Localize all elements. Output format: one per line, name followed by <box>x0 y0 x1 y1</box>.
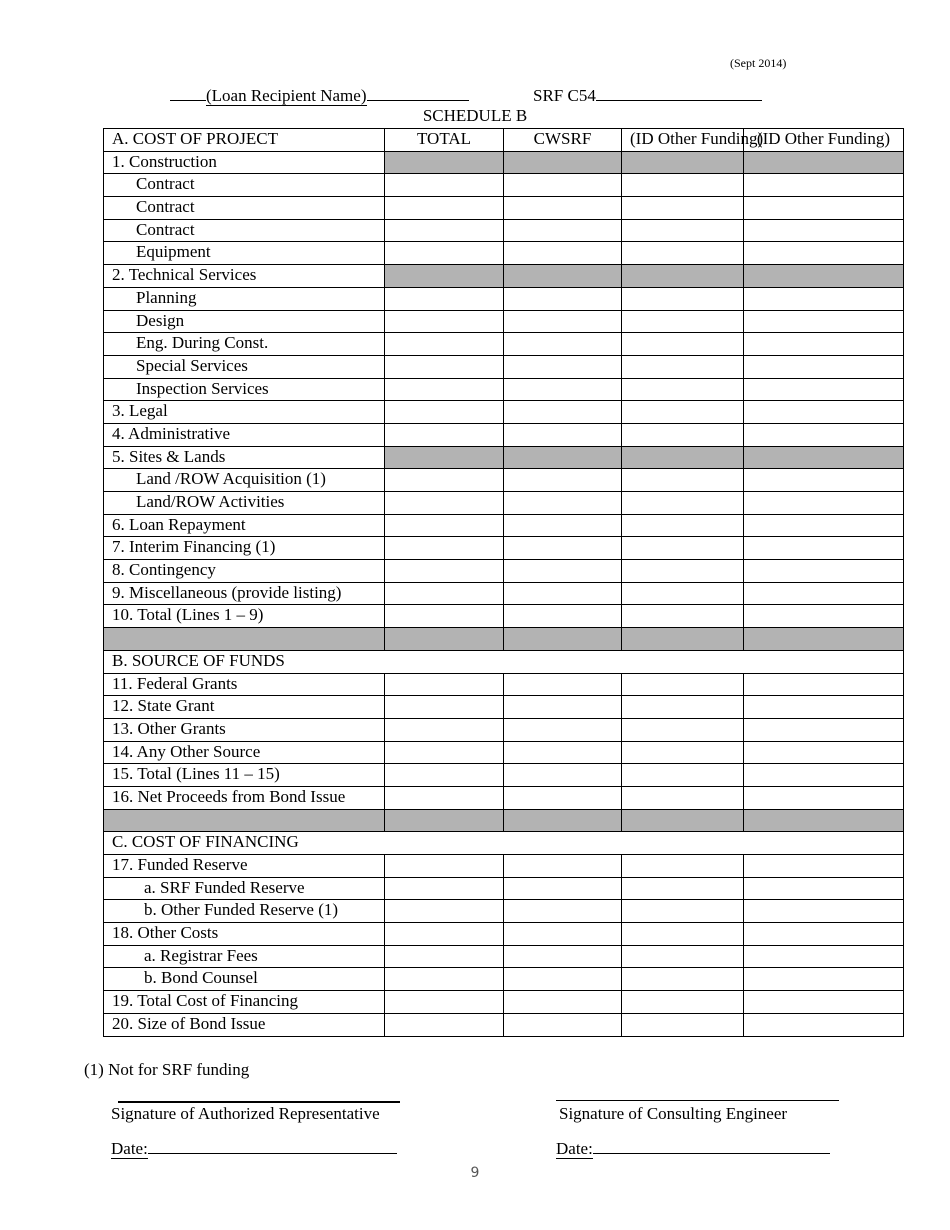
total-cell[interactable] <box>385 696 504 719</box>
other-funding-2-cell[interactable] <box>744 582 904 605</box>
other-funding-1-cell[interactable] <box>622 355 744 378</box>
other-funding-1-cell[interactable] <box>622 764 744 787</box>
other-funding-2-cell[interactable] <box>744 401 904 424</box>
schedule-b-table <box>103 128 904 1037</box>
other-funding-1-cell[interactable] <box>622 378 744 401</box>
cost-of-project-row <box>104 242 904 265</box>
cost-of-project-row <box>104 446 904 469</box>
separator-cell <box>504 809 622 832</box>
other-funding-1-cell[interactable] <box>622 333 744 356</box>
other-funding-2-cell[interactable] <box>744 673 904 696</box>
separator-row <box>104 809 904 832</box>
cost-of-project-row <box>104 514 904 537</box>
total-cell[interactable] <box>385 764 504 787</box>
row-label: 18. Other Costs <box>104 923 385 946</box>
section-c-header <box>104 832 904 855</box>
other-funding-1-cell[interactable] <box>622 968 744 991</box>
other-funding-2-cell[interactable] <box>744 310 904 333</box>
cost-of-project-row <box>104 287 904 310</box>
cwsrf-cell[interactable] <box>504 968 622 991</box>
other-funding-1-cell[interactable] <box>622 242 744 265</box>
cwsrf-cell[interactable] <box>504 786 622 809</box>
cost-of-project-row <box>104 355 904 378</box>
cost-of-project-row <box>104 423 904 446</box>
row-label: a. SRF Funded Reserve <box>104 877 385 900</box>
row-label: Planning <box>104 287 385 310</box>
row-label: b. Bond Counsel <box>104 968 385 991</box>
other-funding-2-cell[interactable] <box>744 378 904 401</box>
cwsrf-cell[interactable] <box>504 333 622 356</box>
row-label: 1. Construction <box>104 151 385 174</box>
cwsrf-cell[interactable] <box>504 877 622 900</box>
other-funding-2-cell[interactable] <box>744 855 904 878</box>
schedule-title: SCHEDULE B <box>422 106 528 125</box>
total-cell <box>385 265 504 288</box>
other-funding-1-cell[interactable] <box>622 537 744 560</box>
row-label: Special Services <box>104 355 385 378</box>
separator-cell <box>622 628 744 651</box>
row-label: 17. Funded Reserve <box>104 855 385 878</box>
cost-of-project-row <box>104 174 904 197</box>
separator-cell <box>744 628 904 651</box>
signature-line-engineer[interactable] <box>556 1100 839 1101</box>
cwsrf-cell <box>504 446 622 469</box>
row-label: 9. Miscellaneous (provide listing) <box>104 582 385 605</box>
cost-of-financing-row <box>104 991 904 1014</box>
cwsrf-cell[interactable] <box>504 764 622 787</box>
cost-of-financing-row <box>104 923 904 946</box>
cwsrf-cell[interactable] <box>504 741 622 764</box>
cwsrf-cell[interactable] <box>504 537 622 560</box>
cost-of-project-row <box>104 537 904 560</box>
source-of-funds-row <box>104 786 904 809</box>
row-label: Inspection Services <box>104 378 385 401</box>
total-cell[interactable] <box>385 605 504 628</box>
other-funding-1-cell[interactable] <box>622 582 744 605</box>
date-blank-representative[interactable] <box>148 1137 397 1154</box>
total-cell[interactable] <box>385 242 504 265</box>
section-a-header: A. COST OF PROJECT <box>104 129 385 152</box>
row-label: 11. Federal Grants <box>104 673 385 696</box>
total-cell[interactable] <box>385 877 504 900</box>
cwsrf-cell[interactable] <box>504 1013 622 1036</box>
separator-cell <box>104 628 385 651</box>
cwsrf-cell <box>504 151 622 174</box>
row-label: 13. Other Grants <box>104 718 385 741</box>
other-funding-1-cell[interactable] <box>622 174 744 197</box>
total-cell[interactable] <box>385 378 504 401</box>
column-other-funding-1-header: (ID Other Funding) <box>622 129 744 152</box>
cwsrf-cell[interactable] <box>504 855 622 878</box>
total-cell[interactable] <box>385 855 504 878</box>
other-funding-2-cell <box>744 151 904 174</box>
row-label: Equipment <box>104 242 385 265</box>
other-funding-1-cell[interactable] <box>622 197 744 220</box>
cost-of-project-row <box>104 151 904 174</box>
row-label: 8. Contingency <box>104 560 385 583</box>
other-funding-1-cell[interactable] <box>622 877 744 900</box>
other-funding-1-cell[interactable] <box>622 696 744 719</box>
other-funding-2-cell[interactable] <box>744 423 904 446</box>
cwsrf-cell[interactable] <box>504 514 622 537</box>
cost-of-project-row <box>104 265 904 288</box>
source-of-funds-row <box>104 741 904 764</box>
other-funding-2-cell[interactable] <box>744 923 904 946</box>
cwsrf-cell <box>504 265 622 288</box>
other-funding-2-cell[interactable] <box>744 174 904 197</box>
other-funding-2-cell[interactable] <box>744 877 904 900</box>
date-blank-engineer[interactable] <box>593 1137 830 1154</box>
cost-of-financing-row <box>104 968 904 991</box>
total-cell[interactable] <box>385 718 504 741</box>
source-of-funds-row <box>104 696 904 719</box>
other-funding-2-cell[interactable] <box>744 945 904 968</box>
other-funding-2-cell[interactable] <box>744 560 904 583</box>
row-label: a. Registrar Fees <box>104 945 385 968</box>
cwsrf-cell[interactable] <box>504 197 622 220</box>
cwsrf-cell[interactable] <box>504 219 622 242</box>
total-cell[interactable] <box>385 492 504 515</box>
signature-label-engineer: Signature of Consulting Engineer <box>559 1104 788 1123</box>
row-label: 4. Administrative <box>104 423 385 446</box>
other-funding-1-cell[interactable] <box>622 219 744 242</box>
other-funding-1-cell[interactable] <box>622 401 744 424</box>
cwsrf-cell[interactable] <box>504 991 622 1014</box>
separator-cell <box>744 809 904 832</box>
total-cell <box>385 446 504 469</box>
cwsrf-cell[interactable] <box>504 900 622 923</box>
recipient-name-blank[interactable] <box>367 84 469 101</box>
row-label: 5. Sites & Lands <box>104 446 385 469</box>
other-funding-2-cell[interactable] <box>744 492 904 515</box>
date-field-engineer <box>556 1137 830 1159</box>
cwsrf-cell[interactable] <box>504 469 622 492</box>
separator-cell <box>622 809 744 832</box>
cwsrf-cell[interactable] <box>504 718 622 741</box>
other-funding-2-cell[interactable] <box>744 900 904 923</box>
other-funding-1-cell[interactable] <box>622 560 744 583</box>
separator-cell <box>385 628 504 651</box>
other-funding-1-cell[interactable] <box>622 718 744 741</box>
cost-of-project-row <box>104 197 904 220</box>
cwsrf-cell[interactable] <box>504 492 622 515</box>
cwsrf-cell[interactable] <box>504 287 622 310</box>
date-label-representative: Date: <box>111 1139 148 1158</box>
cwsrf-cell[interactable] <box>504 560 622 583</box>
signature-line-representative[interactable] <box>118 1101 400 1103</box>
srf-label: SRF C54 <box>533 86 596 105</box>
other-funding-1-cell[interactable] <box>622 945 744 968</box>
other-funding-1-cell[interactable] <box>622 469 744 492</box>
other-funding-1-cell[interactable] <box>622 855 744 878</box>
row-label: 2. Technical Services <box>104 265 385 288</box>
signature-label-representative: Signature of Authorized Representative <box>111 1104 380 1123</box>
row-label: 14. Any Other Source <box>104 741 385 764</box>
total-cell[interactable] <box>385 1013 504 1036</box>
table-header-row <box>104 129 904 152</box>
total-cell[interactable] <box>385 197 504 220</box>
total-cell[interactable] <box>385 514 504 537</box>
other-funding-2-cell[interactable] <box>744 741 904 764</box>
total-cell[interactable] <box>385 923 504 946</box>
other-funding-1-cell <box>622 265 744 288</box>
footnote: (1) Not for SRF funding <box>84 1060 250 1079</box>
other-funding-1-cell[interactable] <box>622 991 744 1014</box>
total-cell[interactable] <box>385 741 504 764</box>
cwsrf-cell[interactable] <box>504 423 622 446</box>
row-label: 12. State Grant <box>104 696 385 719</box>
row-label: 15. Total (Lines 11 – 15) <box>104 764 385 787</box>
total-cell[interactable] <box>385 945 504 968</box>
separator-cell <box>385 809 504 832</box>
row-label: Design <box>104 310 385 333</box>
total-cell[interactable] <box>385 355 504 378</box>
cost-of-financing-row <box>104 877 904 900</box>
other-funding-2-cell[interactable] <box>744 991 904 1014</box>
other-funding-2-cell[interactable] <box>744 537 904 560</box>
other-funding-2-cell[interactable] <box>744 696 904 719</box>
row-label: 16. Net Proceeds from Bond Issue <box>104 786 385 809</box>
other-funding-1-cell[interactable] <box>622 310 744 333</box>
total-cell[interactable] <box>385 219 504 242</box>
other-funding-2-cell[interactable] <box>744 355 904 378</box>
cwsrf-cell[interactable] <box>504 174 622 197</box>
row-label: 3. Legal <box>104 401 385 424</box>
cwsrf-cell[interactable] <box>504 355 622 378</box>
other-funding-1-cell[interactable] <box>622 605 744 628</box>
total-cell[interactable] <box>385 287 504 310</box>
total-cell[interactable] <box>385 537 504 560</box>
other-funding-2-cell[interactable] <box>744 514 904 537</box>
page-number: 9 <box>470 1165 480 1181</box>
column-cwsrf-header: CWSRF <box>504 129 622 152</box>
source-of-funds-row <box>104 718 904 741</box>
cost-of-project-row <box>104 492 904 515</box>
row-label: Eng. During Const. <box>104 333 385 356</box>
total-cell <box>385 151 504 174</box>
cost-of-project-row <box>104 219 904 242</box>
other-funding-1-cell[interactable] <box>622 1013 744 1036</box>
total-cell[interactable] <box>385 174 504 197</box>
other-funding-1-cell[interactable] <box>622 673 744 696</box>
other-funding-2-cell[interactable] <box>744 333 904 356</box>
cwsrf-cell[interactable] <box>504 673 622 696</box>
cost-of-project-row <box>104 333 904 356</box>
cost-of-project-row <box>104 469 904 492</box>
cost-of-project-row <box>104 401 904 424</box>
cost-of-project-row <box>104 560 904 583</box>
other-funding-1-cell[interactable] <box>622 287 744 310</box>
date-label-engineer: Date: <box>556 1139 593 1158</box>
cwsrf-cell[interactable] <box>504 696 622 719</box>
cost-of-financing-row <box>104 1013 904 1036</box>
section-b-header-label: B. SOURCE OF FUNDS <box>104 650 904 673</box>
cost-of-project-row <box>104 582 904 605</box>
total-cell[interactable] <box>385 673 504 696</box>
column-other-funding-2-header: (ID Other Funding) <box>744 129 904 152</box>
other-funding-1-cell[interactable] <box>622 900 744 923</box>
other-funding-2-cell[interactable] <box>744 605 904 628</box>
cost-of-project-row <box>104 310 904 333</box>
cost-of-financing-row <box>104 900 904 923</box>
other-funding-2-cell[interactable] <box>744 718 904 741</box>
cost-of-project-row <box>104 378 904 401</box>
srf-number-blank[interactable] <box>596 84 762 101</box>
other-funding-1-cell <box>622 151 744 174</box>
other-funding-2-cell[interactable] <box>744 242 904 265</box>
other-funding-1-cell[interactable] <box>622 923 744 946</box>
total-cell[interactable] <box>385 560 504 583</box>
row-label: 6. Loan Repayment <box>104 514 385 537</box>
cwsrf-cell[interactable] <box>504 378 622 401</box>
row-label: 10. Total (Lines 1 – 9) <box>104 605 385 628</box>
other-funding-2-cell[interactable] <box>744 786 904 809</box>
other-funding-2-cell[interactable] <box>744 1013 904 1036</box>
other-funding-1-cell[interactable] <box>622 423 744 446</box>
cwsrf-cell[interactable] <box>504 605 622 628</box>
total-cell[interactable] <box>385 582 504 605</box>
row-label: 20. Size of Bond Issue <box>104 1013 385 1036</box>
cost-of-financing-row <box>104 945 904 968</box>
other-funding-2-cell[interactable] <box>744 287 904 310</box>
revision-date-note: (Sept 2014) <box>730 56 787 70</box>
cwsrf-cell[interactable] <box>504 945 622 968</box>
other-funding-2-cell[interactable] <box>744 219 904 242</box>
other-funding-2-cell[interactable] <box>744 197 904 220</box>
row-label: Contract <box>104 219 385 242</box>
cwsrf-cell[interactable] <box>504 923 622 946</box>
other-funding-1-cell[interactable] <box>622 786 744 809</box>
total-cell[interactable] <box>385 401 504 424</box>
cwsrf-cell[interactable] <box>504 310 622 333</box>
other-funding-2-cell <box>744 265 904 288</box>
other-funding-2-cell[interactable] <box>744 968 904 991</box>
column-total-header: TOTAL <box>385 129 504 152</box>
cost-of-project-row <box>104 605 904 628</box>
total-cell[interactable] <box>385 991 504 1014</box>
cost-of-financing-row <box>104 855 904 878</box>
total-cell[interactable] <box>385 900 504 923</box>
row-label: Contract <box>104 197 385 220</box>
section-b-header <box>104 650 904 673</box>
separator-cell <box>504 628 622 651</box>
source-of-funds-row <box>104 673 904 696</box>
loan-recipient-label: (Loan Recipient Name) <box>206 86 367 105</box>
other-funding-1-cell[interactable] <box>622 492 744 515</box>
date-field-representative <box>111 1137 397 1159</box>
row-label: b. Other Funded Reserve (1) <box>104 900 385 923</box>
other-funding-2-cell[interactable] <box>744 469 904 492</box>
total-cell[interactable] <box>385 333 504 356</box>
other-funding-1-cell[interactable] <box>622 514 744 537</box>
cwsrf-cell[interactable] <box>504 242 622 265</box>
row-label: 7. Interim Financing (1) <box>104 537 385 560</box>
row-label: Contract <box>104 174 385 197</box>
total-cell[interactable] <box>385 469 504 492</box>
total-cell[interactable] <box>385 310 504 333</box>
separator-cell <box>104 809 385 832</box>
other-funding-2-cell[interactable] <box>744 764 904 787</box>
source-of-funds-row <box>104 764 904 787</box>
cwsrf-cell[interactable] <box>504 401 622 424</box>
row-label: 19. Total Cost of Financing <box>104 991 385 1014</box>
row-label: Land /ROW Acquisition (1) <box>104 469 385 492</box>
section-c-header-label: C. COST OF FINANCING <box>104 832 904 855</box>
total-cell[interactable] <box>385 786 504 809</box>
header-line <box>170 84 762 106</box>
total-cell[interactable] <box>385 423 504 446</box>
cwsrf-cell[interactable] <box>504 582 622 605</box>
row-label: Land/ROW Activities <box>104 492 385 515</box>
total-cell[interactable] <box>385 968 504 991</box>
recipient-lead-blank[interactable] <box>170 84 206 101</box>
other-funding-1-cell <box>622 446 744 469</box>
other-funding-2-cell <box>744 446 904 469</box>
other-funding-1-cell[interactable] <box>622 741 744 764</box>
separator-row <box>104 628 904 651</box>
